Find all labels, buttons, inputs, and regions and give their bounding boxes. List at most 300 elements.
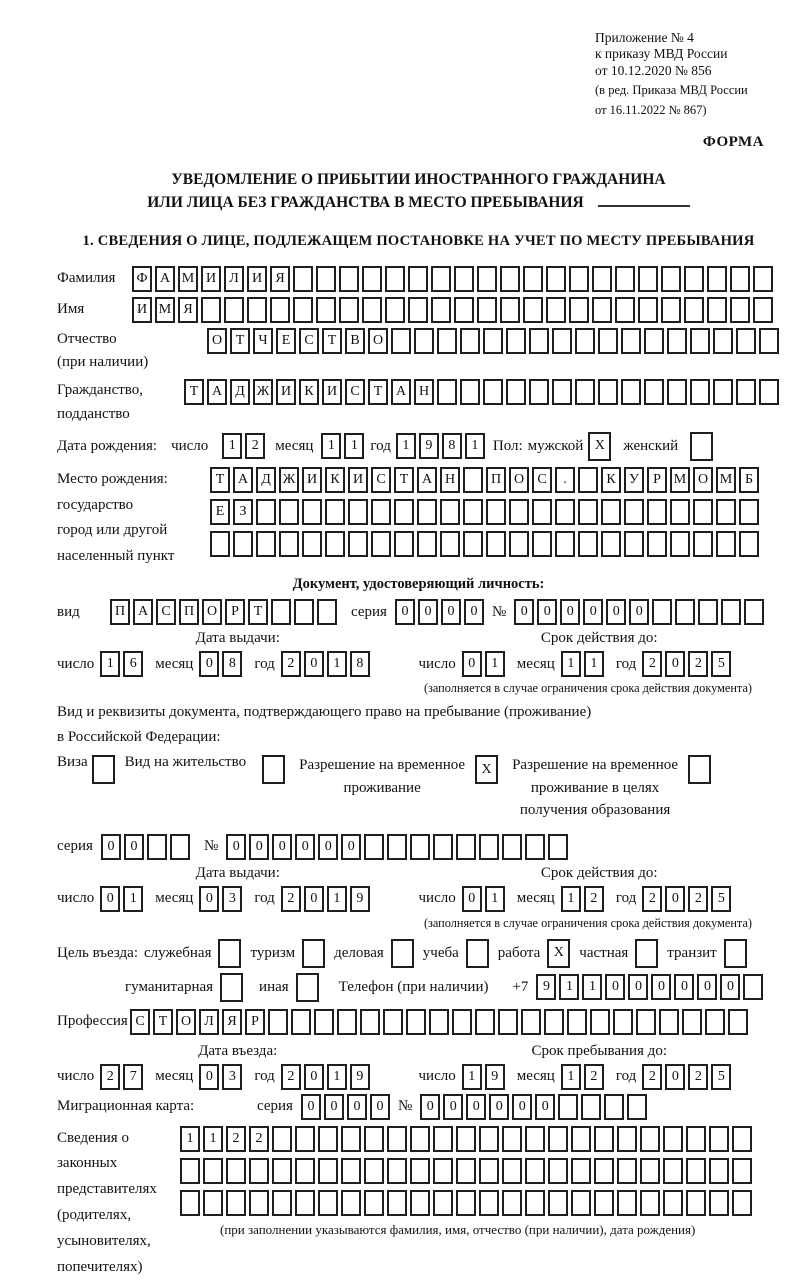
char-cell[interactable]: 0 <box>199 886 219 912</box>
char-cell[interactable] <box>571 1190 591 1216</box>
char-cell[interactable]: 2 <box>245 433 265 459</box>
char-cell[interactable]: 9 <box>350 1064 370 1090</box>
char-cell[interactable]: М <box>155 297 175 323</box>
char-cell[interactable] <box>592 297 612 323</box>
char-cell[interactable] <box>713 379 733 405</box>
char-cell[interactable]: Ч <box>253 328 273 354</box>
char-cell[interactable]: X <box>588 432 611 461</box>
char-cell[interactable] <box>728 1009 748 1035</box>
char-cell[interactable] <box>753 297 773 323</box>
char-cell[interactable] <box>224 297 244 323</box>
char-cell[interactable]: М <box>716 467 736 493</box>
char-cell[interactable] <box>385 297 405 323</box>
char-cell[interactable] <box>548 1158 568 1184</box>
char-cell[interactable] <box>552 379 572 405</box>
char-cell[interactable] <box>318 1158 338 1184</box>
char-cell[interactable] <box>532 531 552 557</box>
char-cell[interactable] <box>348 531 368 557</box>
char-cell[interactable] <box>724 939 747 968</box>
char-cell[interactable]: А <box>133 599 153 625</box>
char-cell[interactable] <box>483 328 503 354</box>
char-cell[interactable] <box>617 1158 637 1184</box>
char-cell[interactable]: 0 <box>629 599 649 625</box>
char-cell[interactable] <box>575 379 595 405</box>
char-cell[interactable] <box>325 499 345 525</box>
char-cell[interactable] <box>581 1094 601 1120</box>
char-cell[interactable]: 1 <box>327 886 347 912</box>
char-cell[interactable]: Т <box>248 599 268 625</box>
char-cell[interactable] <box>548 834 568 860</box>
char-cell[interactable]: П <box>110 599 130 625</box>
char-cell[interactable] <box>502 1126 522 1152</box>
char-cell[interactable]: А <box>155 266 175 292</box>
char-cell[interactable] <box>295 1190 315 1216</box>
char-cell[interactable]: Л <box>224 266 244 292</box>
char-cell[interactable]: 0 <box>606 599 626 625</box>
char-cell[interactable]: 1 <box>584 651 604 677</box>
char-cell[interactable] <box>433 1190 453 1216</box>
char-cell[interactable] <box>279 499 299 525</box>
char-cell[interactable] <box>509 499 529 525</box>
char-cell[interactable] <box>532 499 552 525</box>
char-cell[interactable] <box>525 834 545 860</box>
char-cell[interactable]: 1 <box>321 433 341 459</box>
char-cell[interactable]: И <box>302 467 322 493</box>
char-cell[interactable] <box>736 379 756 405</box>
char-cell[interactable] <box>226 1158 246 1184</box>
char-cell[interactable]: 0 <box>100 886 120 912</box>
char-cell[interactable]: Н <box>440 467 460 493</box>
char-cell[interactable] <box>690 432 713 461</box>
char-cell[interactable] <box>598 328 618 354</box>
char-cell[interactable] <box>529 328 549 354</box>
char-cell[interactable]: 0 <box>489 1094 509 1120</box>
char-cell[interactable] <box>226 1190 246 1216</box>
char-cell[interactable] <box>454 266 474 292</box>
char-cell[interactable]: 0 <box>395 599 415 625</box>
char-cell[interactable]: 5 <box>711 1064 731 1090</box>
char-cell[interactable] <box>272 1126 292 1152</box>
char-cell[interactable]: 2 <box>281 886 301 912</box>
char-cell[interactable]: 2 <box>584 886 604 912</box>
char-cell[interactable] <box>736 328 756 354</box>
char-cell[interactable]: 0 <box>318 834 338 860</box>
char-cell[interactable]: 0 <box>665 651 685 677</box>
char-cell[interactable] <box>456 1158 476 1184</box>
char-cell[interactable]: Т <box>153 1009 173 1035</box>
char-cell[interactable]: И <box>276 379 296 405</box>
char-cell[interactable] <box>296 973 319 1002</box>
char-cell[interactable] <box>272 1190 292 1216</box>
char-cell[interactable] <box>203 1158 223 1184</box>
char-cell[interactable] <box>302 499 322 525</box>
char-cell[interactable] <box>302 939 325 968</box>
char-cell[interactable]: 0 <box>101 834 121 860</box>
char-cell[interactable] <box>317 599 337 625</box>
char-cell[interactable] <box>220 973 243 1002</box>
char-cell[interactable] <box>682 1009 702 1035</box>
char-cell[interactable]: 2 <box>584 1064 604 1090</box>
char-cell[interactable] <box>621 328 641 354</box>
char-cell[interactable] <box>661 266 681 292</box>
char-cell[interactable]: 2 <box>688 886 708 912</box>
char-cell[interactable]: X <box>475 755 498 784</box>
char-cell[interactable] <box>316 266 336 292</box>
char-cell[interactable] <box>670 531 690 557</box>
char-cell[interactable] <box>707 297 727 323</box>
char-cell[interactable] <box>716 531 736 557</box>
char-cell[interactable]: 1 <box>123 886 143 912</box>
char-cell[interactable]: 9 <box>536 974 556 1000</box>
char-cell[interactable]: 1 <box>100 651 120 677</box>
char-cell[interactable] <box>647 531 667 557</box>
char-cell[interactable] <box>546 266 566 292</box>
char-cell[interactable]: 2 <box>281 1064 301 1090</box>
char-cell[interactable] <box>686 1126 706 1152</box>
char-cell[interactable] <box>615 266 635 292</box>
title-blank-underline[interactable] <box>598 191 690 207</box>
char-cell[interactable] <box>325 531 345 557</box>
char-cell[interactable]: 0 <box>651 974 671 1000</box>
char-cell[interactable] <box>293 266 313 292</box>
char-cell[interactable] <box>502 1190 522 1216</box>
char-cell[interactable] <box>638 297 658 323</box>
char-cell[interactable]: Т <box>322 328 342 354</box>
char-cell[interactable] <box>698 599 718 625</box>
char-cell[interactable]: А <box>207 379 227 405</box>
char-cell[interactable] <box>371 499 391 525</box>
char-cell[interactable] <box>558 1094 578 1120</box>
char-cell[interactable]: Л <box>199 1009 219 1035</box>
char-cell[interactable] <box>709 1190 729 1216</box>
char-cell[interactable]: 0 <box>514 599 534 625</box>
char-cell[interactable]: 8 <box>222 651 242 677</box>
char-cell[interactable] <box>636 1009 656 1035</box>
char-cell[interactable]: 1 <box>485 651 505 677</box>
char-cell[interactable] <box>601 499 621 525</box>
char-cell[interactable]: Т <box>210 467 230 493</box>
char-cell[interactable] <box>555 531 575 557</box>
char-cell[interactable] <box>759 379 779 405</box>
char-cell[interactable] <box>387 834 407 860</box>
char-cell[interactable] <box>477 266 497 292</box>
char-cell[interactable] <box>548 1126 568 1152</box>
char-cell[interactable] <box>670 499 690 525</box>
char-cell[interactable]: С <box>299 328 319 354</box>
char-cell[interactable] <box>686 1190 706 1216</box>
char-cell[interactable]: Д <box>230 379 250 405</box>
char-cell[interactable]: Т <box>394 467 414 493</box>
char-cell[interactable]: С <box>130 1009 150 1035</box>
char-cell[interactable] <box>578 499 598 525</box>
char-cell[interactable] <box>686 1158 706 1184</box>
char-cell[interactable]: 1 <box>396 433 416 459</box>
char-cell[interactable]: 2 <box>249 1126 269 1152</box>
char-cell[interactable] <box>693 531 713 557</box>
char-cell[interactable] <box>693 499 713 525</box>
char-cell[interactable] <box>509 531 529 557</box>
char-cell[interactable] <box>431 297 451 323</box>
char-cell[interactable]: 1 <box>180 1126 200 1152</box>
char-cell[interactable]: 1 <box>561 886 581 912</box>
char-cell[interactable] <box>387 1158 407 1184</box>
char-cell[interactable] <box>571 1158 591 1184</box>
char-cell[interactable]: 0 <box>347 1094 367 1120</box>
char-cell[interactable] <box>594 1126 614 1152</box>
char-cell[interactable] <box>709 1126 729 1152</box>
char-cell[interactable] <box>640 1190 660 1216</box>
char-cell[interactable] <box>302 531 322 557</box>
char-cell[interactable] <box>249 1190 269 1216</box>
char-cell[interactable] <box>688 755 711 784</box>
char-cell[interactable] <box>456 1190 476 1216</box>
char-cell[interactable]: Я <box>222 1009 242 1035</box>
char-cell[interactable]: . <box>555 467 575 493</box>
char-cell[interactable]: Ж <box>253 379 273 405</box>
char-cell[interactable]: 0 <box>466 1094 486 1120</box>
char-cell[interactable]: 2 <box>226 1126 246 1152</box>
char-cell[interactable] <box>663 1190 683 1216</box>
char-cell[interactable] <box>364 1126 384 1152</box>
char-cell[interactable]: 2 <box>688 1064 708 1090</box>
char-cell[interactable] <box>598 379 618 405</box>
char-cell[interactable]: 1 <box>561 651 581 677</box>
char-cell[interactable] <box>479 1158 499 1184</box>
char-cell[interactable] <box>408 266 428 292</box>
char-cell[interactable] <box>180 1158 200 1184</box>
char-cell[interactable]: 0 <box>441 599 461 625</box>
char-cell[interactable] <box>408 297 428 323</box>
char-cell[interactable]: О <box>509 467 529 493</box>
char-cell[interactable] <box>294 599 314 625</box>
char-cell[interactable] <box>500 297 520 323</box>
char-cell[interactable] <box>544 1009 564 1035</box>
char-cell[interactable]: Е <box>276 328 296 354</box>
char-cell[interactable] <box>295 1126 315 1152</box>
char-cell[interactable]: 2 <box>281 651 301 677</box>
char-cell[interactable]: 0 <box>512 1094 532 1120</box>
char-cell[interactable]: 0 <box>462 651 482 677</box>
char-cell[interactable]: 0 <box>537 599 557 625</box>
char-cell[interactable]: 0 <box>420 1094 440 1120</box>
char-cell[interactable] <box>466 939 489 968</box>
char-cell[interactable] <box>433 834 453 860</box>
char-cell[interactable] <box>385 266 405 292</box>
char-cell[interactable] <box>663 1158 683 1184</box>
char-cell[interactable]: 0 <box>583 599 603 625</box>
char-cell[interactable] <box>663 1126 683 1152</box>
char-cell[interactable] <box>635 939 658 968</box>
char-cell[interactable]: П <box>179 599 199 625</box>
char-cell[interactable]: 1 <box>485 886 505 912</box>
char-cell[interactable] <box>753 266 773 292</box>
char-cell[interactable] <box>440 531 460 557</box>
char-cell[interactable] <box>339 266 359 292</box>
char-cell[interactable] <box>624 531 644 557</box>
char-cell[interactable] <box>502 1158 522 1184</box>
char-cell[interactable]: К <box>325 467 345 493</box>
char-cell[interactable] <box>578 467 598 493</box>
char-cell[interactable]: М <box>178 266 198 292</box>
char-cell[interactable] <box>548 1190 568 1216</box>
char-cell[interactable] <box>675 599 695 625</box>
char-cell[interactable]: X <box>547 939 570 968</box>
char-cell[interactable] <box>341 1190 361 1216</box>
char-cell[interactable] <box>739 499 759 525</box>
char-cell[interactable]: С <box>532 467 552 493</box>
char-cell[interactable]: 0 <box>370 1094 390 1120</box>
char-cell[interactable]: Т <box>184 379 204 405</box>
char-cell[interactable] <box>203 1190 223 1216</box>
char-cell[interactable] <box>613 1009 633 1035</box>
char-cell[interactable] <box>456 1126 476 1152</box>
char-cell[interactable] <box>744 599 764 625</box>
char-cell[interactable] <box>617 1190 637 1216</box>
char-cell[interactable]: А <box>417 467 437 493</box>
char-cell[interactable] <box>460 328 480 354</box>
char-cell[interactable]: 1 <box>582 974 602 1000</box>
char-cell[interactable] <box>716 499 736 525</box>
char-cell[interactable]: 8 <box>442 433 462 459</box>
char-cell[interactable] <box>506 328 526 354</box>
char-cell[interactable] <box>433 1126 453 1152</box>
char-cell[interactable] <box>594 1190 614 1216</box>
char-cell[interactable] <box>659 1009 679 1035</box>
char-cell[interactable] <box>638 266 658 292</box>
char-cell[interactable] <box>293 297 313 323</box>
char-cell[interactable]: Б <box>739 467 759 493</box>
char-cell[interactable] <box>364 834 384 860</box>
char-cell[interactable]: О <box>207 328 227 354</box>
char-cell[interactable]: Я <box>178 297 198 323</box>
char-cell[interactable]: Т <box>368 379 388 405</box>
char-cell[interactable]: 9 <box>485 1064 505 1090</box>
char-cell[interactable]: И <box>322 379 342 405</box>
char-cell[interactable] <box>92 755 115 784</box>
char-cell[interactable] <box>417 499 437 525</box>
char-cell[interactable]: 0 <box>304 651 324 677</box>
char-cell[interactable]: 0 <box>628 974 648 1000</box>
char-cell[interactable]: 0 <box>720 974 740 1000</box>
char-cell[interactable]: А <box>391 379 411 405</box>
char-cell[interactable] <box>210 531 230 557</box>
char-cell[interactable] <box>552 328 572 354</box>
char-cell[interactable]: 2 <box>642 651 662 677</box>
char-cell[interactable] <box>318 1126 338 1152</box>
char-cell[interactable] <box>578 531 598 557</box>
char-cell[interactable] <box>249 1158 269 1184</box>
char-cell[interactable] <box>360 1009 380 1035</box>
char-cell[interactable] <box>362 266 382 292</box>
char-cell[interactable]: П <box>486 467 506 493</box>
char-cell[interactable]: 2 <box>642 886 662 912</box>
char-cell[interactable]: 0 <box>535 1094 555 1120</box>
char-cell[interactable]: 0 <box>665 886 685 912</box>
char-cell[interactable] <box>498 1009 518 1035</box>
char-cell[interactable] <box>233 531 253 557</box>
char-cell[interactable] <box>483 379 503 405</box>
char-cell[interactable]: К <box>299 379 319 405</box>
char-cell[interactable] <box>383 1009 403 1035</box>
char-cell[interactable]: Н <box>414 379 434 405</box>
char-cell[interactable] <box>640 1126 660 1152</box>
char-cell[interactable] <box>601 531 621 557</box>
char-cell[interactable]: 0 <box>272 834 292 860</box>
char-cell[interactable] <box>521 1009 541 1035</box>
char-cell[interactable] <box>477 297 497 323</box>
char-cell[interactable] <box>525 1158 545 1184</box>
char-cell[interactable] <box>713 328 733 354</box>
char-cell[interactable] <box>341 1158 361 1184</box>
char-cell[interactable]: 1 <box>327 651 347 677</box>
char-cell[interactable]: М <box>670 467 690 493</box>
char-cell[interactable] <box>525 1190 545 1216</box>
char-cell[interactable] <box>314 1009 334 1035</box>
char-cell[interactable]: К <box>601 467 621 493</box>
char-cell[interactable] <box>684 297 704 323</box>
char-cell[interactable] <box>318 1190 338 1216</box>
char-cell[interactable] <box>391 939 414 968</box>
char-cell[interactable] <box>523 266 543 292</box>
char-cell[interactable]: 1 <box>344 433 364 459</box>
char-cell[interactable]: З <box>233 499 253 525</box>
char-cell[interactable] <box>707 266 727 292</box>
char-cell[interactable] <box>604 1094 624 1120</box>
char-cell[interactable] <box>571 1126 591 1152</box>
char-cell[interactable] <box>452 1009 472 1035</box>
char-cell[interactable] <box>567 1009 587 1035</box>
char-cell[interactable] <box>590 1009 610 1035</box>
char-cell[interactable]: 6 <box>123 651 143 677</box>
char-cell[interactable] <box>739 531 759 557</box>
char-cell[interactable] <box>410 1190 430 1216</box>
char-cell[interactable] <box>170 834 190 860</box>
char-cell[interactable] <box>247 297 267 323</box>
char-cell[interactable] <box>615 297 635 323</box>
char-cell[interactable] <box>624 499 644 525</box>
char-cell[interactable]: 0 <box>199 651 219 677</box>
char-cell[interactable] <box>652 599 672 625</box>
char-cell[interactable]: 8 <box>350 651 370 677</box>
char-cell[interactable] <box>502 834 522 860</box>
char-cell[interactable]: 7 <box>123 1064 143 1090</box>
char-cell[interactable] <box>316 297 336 323</box>
char-cell[interactable] <box>218 939 241 968</box>
char-cell[interactable] <box>295 1158 315 1184</box>
char-cell[interactable]: С <box>156 599 176 625</box>
char-cell[interactable] <box>684 266 704 292</box>
char-cell[interactable]: 1 <box>222 433 242 459</box>
char-cell[interactable]: 0 <box>324 1094 344 1120</box>
char-cell[interactable]: 2 <box>688 651 708 677</box>
char-cell[interactable] <box>364 1190 384 1216</box>
char-cell[interactable] <box>387 1190 407 1216</box>
char-cell[interactable]: И <box>348 467 368 493</box>
char-cell[interactable]: 0 <box>301 1094 321 1120</box>
char-cell[interactable] <box>732 1158 752 1184</box>
char-cell[interactable]: 0 <box>462 886 482 912</box>
char-cell[interactable] <box>463 499 483 525</box>
char-cell[interactable] <box>431 266 451 292</box>
char-cell[interactable]: 0 <box>560 599 580 625</box>
char-cell[interactable] <box>621 379 641 405</box>
char-cell[interactable] <box>705 1009 725 1035</box>
char-cell[interactable]: Ф <box>132 266 152 292</box>
char-cell[interactable] <box>279 531 299 557</box>
char-cell[interactable] <box>627 1094 647 1120</box>
char-cell[interactable] <box>341 1126 361 1152</box>
char-cell[interactable] <box>594 1158 614 1184</box>
